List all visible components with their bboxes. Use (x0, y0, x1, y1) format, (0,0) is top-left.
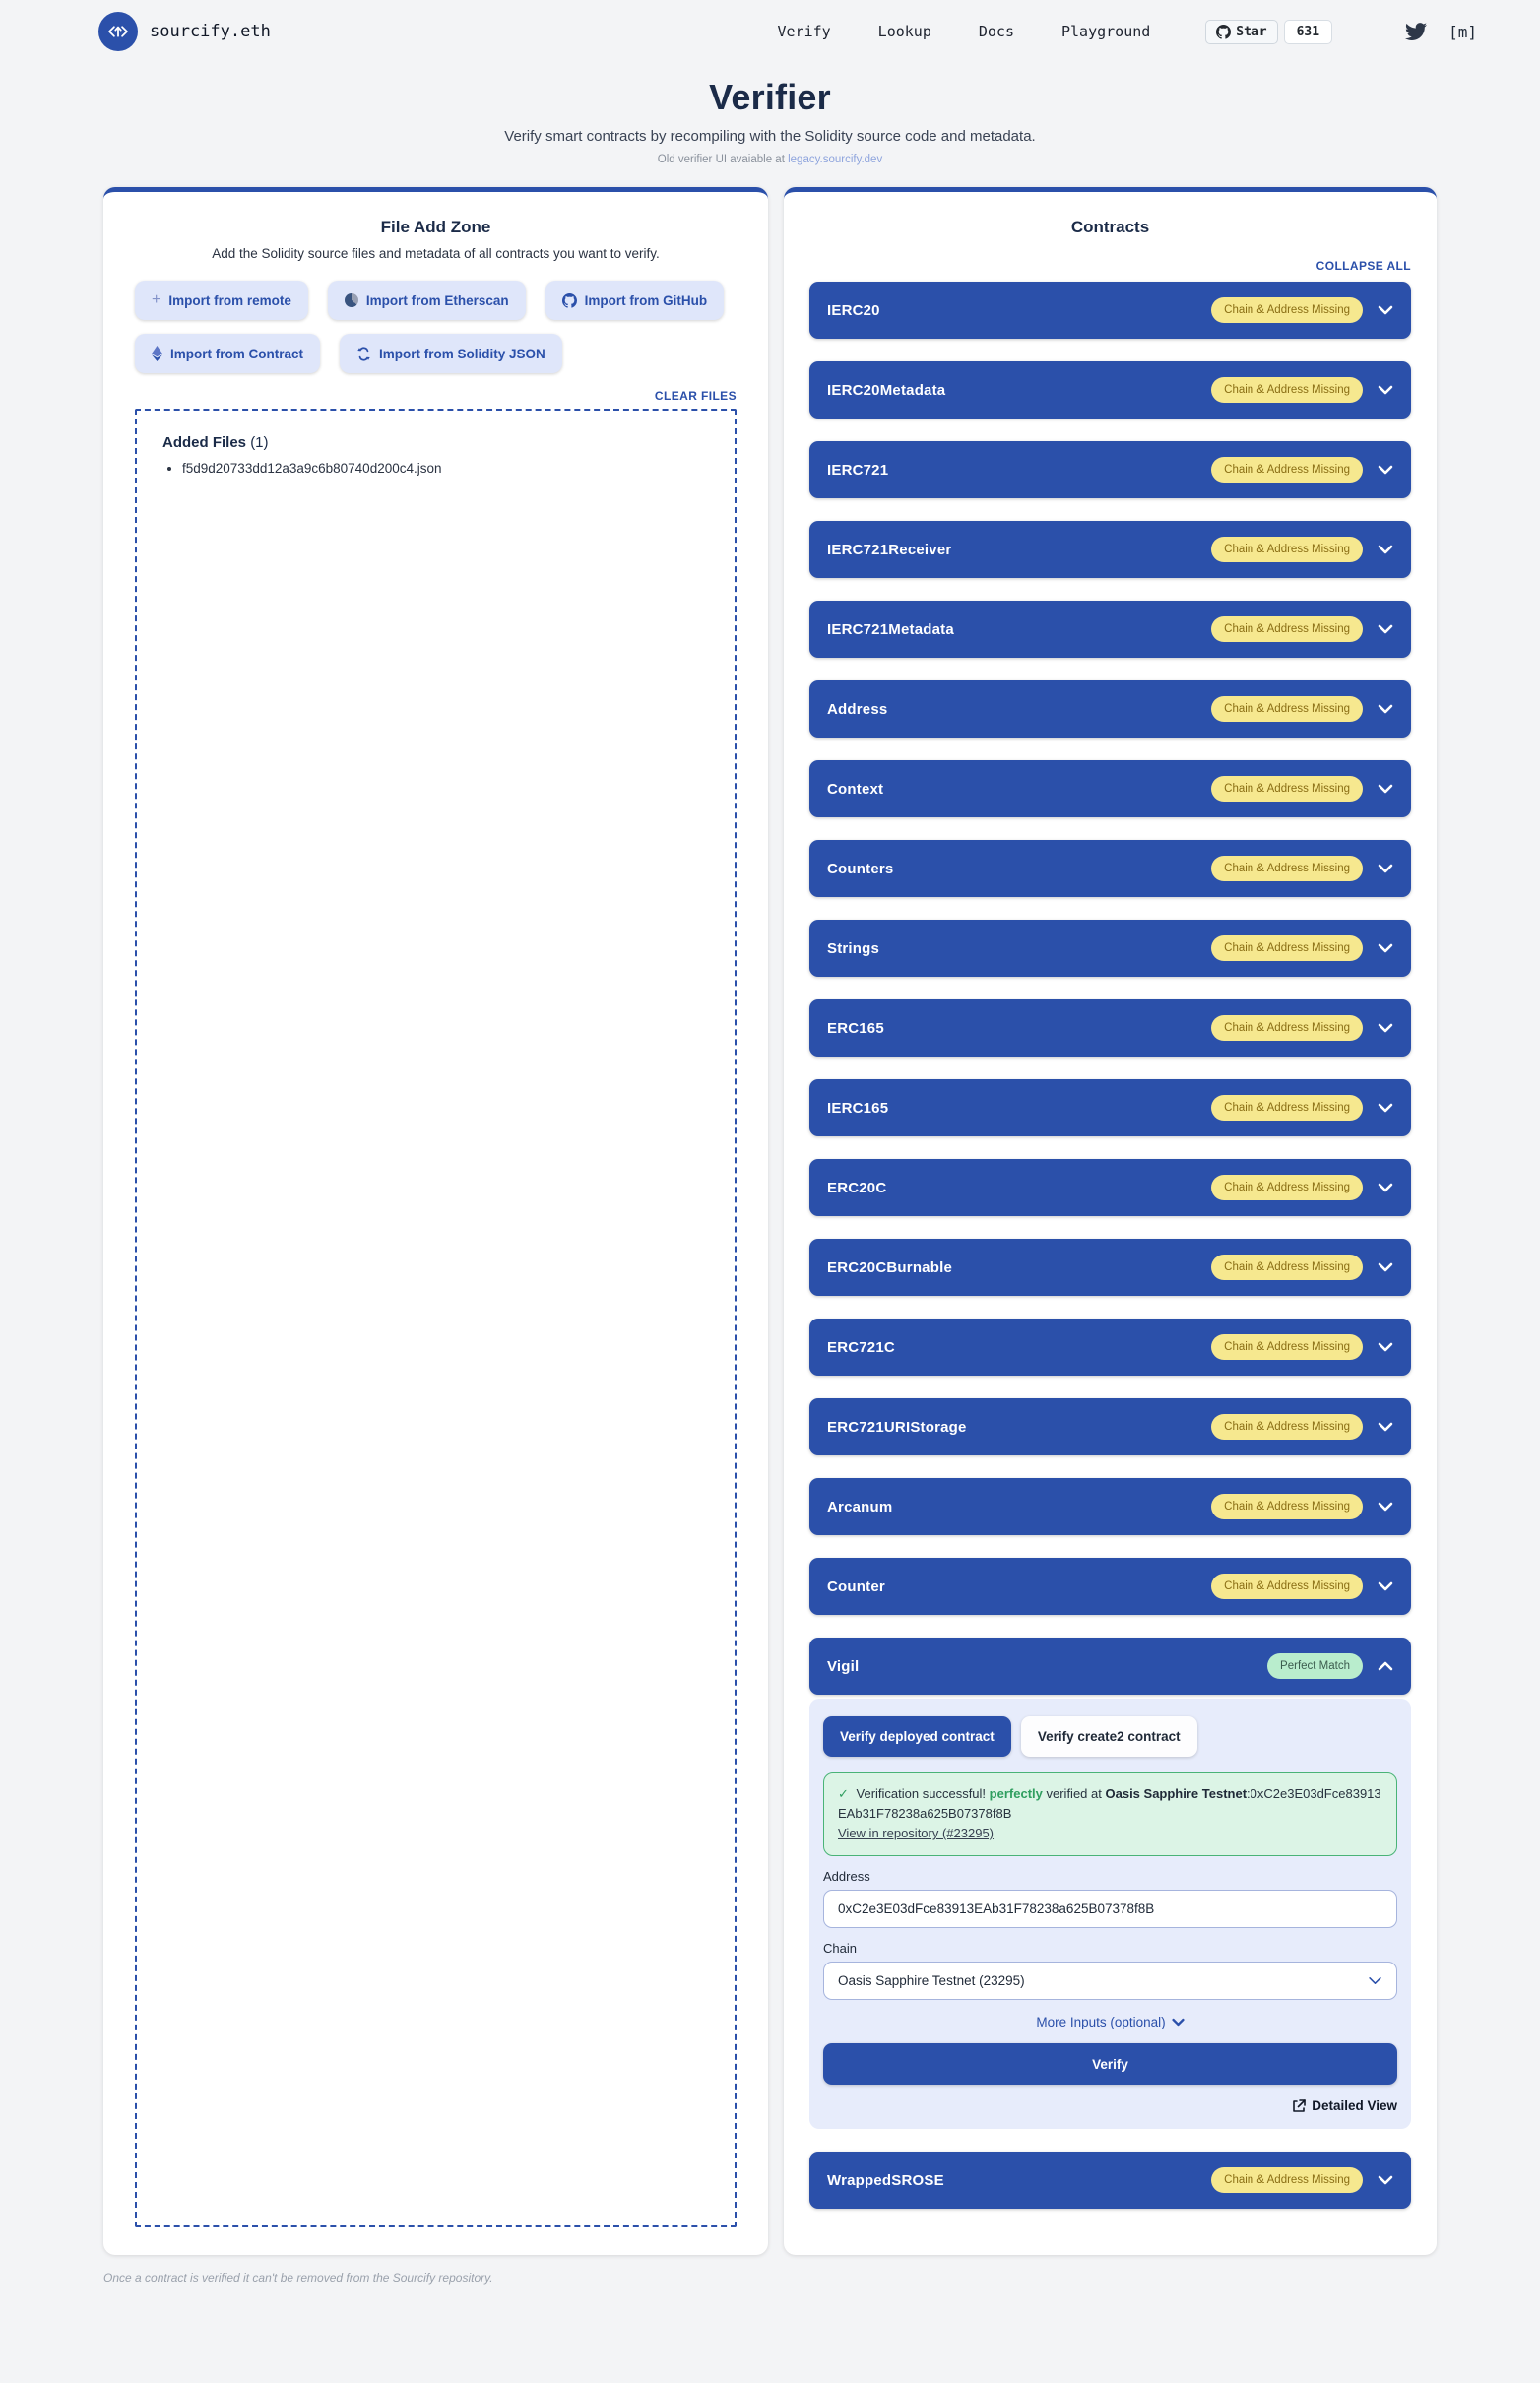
chevron-down-icon (1378, 704, 1393, 714)
status-badge: Chain & Address Missing (1211, 1574, 1363, 1599)
verify-tabs (823, 1716, 1397, 1757)
address-input[interactable] (823, 1890, 1397, 1928)
status-badge: Chain & Address Missing (1211, 457, 1363, 483)
contract-name: ERC721C (827, 1338, 895, 1356)
chevron-down-icon (1368, 1976, 1382, 1985)
contract-row[interactable] (809, 920, 1411, 977)
verification-success-alert: ✓ Verification successful! perfectly verified at Oasis Sapphire Testnet:0xC2e3E03dFce83913EAb31F78238a625B07378f8B View in repository (#23295) (823, 1772, 1397, 1856)
verify-panel (809, 1699, 1411, 2129)
contract-name: ERC165 (827, 1019, 884, 1037)
added-files-title: Added Files (1) (162, 434, 269, 451)
contracts-list-top (809, 282, 1411, 1638)
status-badge: Chain & Address Missing (1211, 1015, 1363, 1041)
expanded-contract (809, 1638, 1411, 2129)
contract-row[interactable] (809, 1478, 1411, 1535)
plus-icon: + (152, 291, 161, 308)
status-badge: Chain & Address Missing (1211, 856, 1363, 881)
clear-files-button[interactable]: CLEAR FILES (654, 389, 737, 403)
tab-verify-create2[interactable]: Verify create2 contract (1021, 1716, 1197, 1757)
main-nav (777, 20, 1477, 44)
chevron-down-icon (1378, 864, 1393, 873)
contract-name: Strings (827, 939, 880, 957)
file-drop-zone[interactable] (135, 409, 737, 2227)
import-buttons (135, 281, 737, 373)
chevron-down-icon (1378, 1103, 1393, 1113)
file-add-zone-card (103, 187, 768, 2255)
legacy-link[interactable]: legacy.sourcify.dev (788, 154, 883, 165)
contract-row[interactable] (809, 760, 1411, 817)
contract-row[interactable] (809, 2152, 1411, 2209)
status-badge: Chain & Address Missing (1211, 377, 1363, 403)
contract-name: Counter (827, 1578, 885, 1595)
verify-button[interactable]: Verify (823, 2043, 1397, 2085)
contract-row[interactable] (809, 999, 1411, 1057)
chevron-down-icon (1378, 1342, 1393, 1352)
import-etherscan-button[interactable]: Import from Etherscan (328, 281, 526, 320)
chevron-down-icon (1378, 1023, 1393, 1033)
contract-row[interactable] (809, 282, 1411, 339)
import-remote-button[interactable]: + Import from remote (135, 281, 308, 320)
chevron-down-icon (1378, 305, 1393, 315)
github-icon (1216, 25, 1231, 39)
chevron-down-icon (1378, 1183, 1393, 1192)
star-label: Star (1236, 24, 1267, 39)
contract-row[interactable] (809, 1079, 1411, 1136)
check-icon: ✓ (838, 1786, 849, 1801)
contract-name: ERC20CBurnable (827, 1258, 952, 1276)
chain-label: Chain (823, 1941, 857, 1957)
status-badge: Chain & Address Missing (1211, 776, 1363, 802)
contracts-list-bottom (809, 2152, 1411, 2231)
contract-name: ERC20C (827, 1179, 887, 1196)
contracts-title: Contracts (1070, 218, 1150, 236)
chevron-down-icon (1378, 1581, 1393, 1591)
status-badge: Chain & Address Missing (1211, 616, 1363, 642)
contract-name: Arcanum (827, 1498, 893, 1515)
file-list-item: • f5d9d20733dd12a3a9c6b80740d200c4.json (182, 461, 709, 476)
contract-row[interactable] (809, 521, 1411, 578)
contract-name: Address (827, 700, 888, 718)
contract-name: IERC721 (827, 461, 889, 479)
github-icon (562, 293, 577, 308)
contract-name: IERC721Metadata (827, 620, 954, 638)
import-contract-button[interactable]: Import from Contract (135, 334, 320, 373)
contract-name: Counters (827, 860, 894, 877)
nav-lookup[interactable]: Lookup (877, 23, 931, 40)
contract-row[interactable] (809, 1319, 1411, 1376)
contract-name: IERC20 (827, 301, 880, 319)
chevron-down-icon (1378, 1502, 1393, 1512)
contract-name: Vigil (827, 1657, 860, 1675)
github-star-button[interactable] (1205, 20, 1277, 44)
detailed-view-link[interactable]: Detailed View (1292, 2098, 1397, 2113)
status-badge: Chain & Address Missing (1211, 1095, 1363, 1121)
legacy-note: Old verifier UI avaiable at legacy.sourcify.dev (657, 154, 883, 165)
contract-row[interactable] (809, 601, 1411, 658)
contract-row-vigil[interactable] (809, 1638, 1411, 1695)
contract-name: ERC721URIStorage (827, 1418, 967, 1436)
contract-row[interactable] (809, 1159, 1411, 1216)
contract-name: Context (827, 780, 884, 798)
chevron-down-icon (1378, 943, 1393, 953)
status-badge: Chain & Address Missing (1211, 1334, 1363, 1360)
contract-row[interactable] (809, 361, 1411, 419)
nav-playground[interactable]: Playground (1060, 23, 1151, 40)
contract-row[interactable] (809, 441, 1411, 498)
github-star-count[interactable]: 631 (1284, 20, 1332, 44)
hero (0, 77, 1540, 165)
status-badge: Chain & Address Missing (1211, 1255, 1363, 1280)
etherscan-icon (345, 293, 358, 307)
contract-row[interactable] (809, 680, 1411, 738)
repository-link[interactable]: View in repository (#23295) (838, 1826, 995, 1841)
external-link-icon (1292, 2099, 1306, 2113)
chevron-down-icon (1378, 465, 1393, 475)
twitter-icon[interactable] (1405, 23, 1427, 40)
contract-name: IERC165 (827, 1099, 889, 1117)
top-nav-bar (0, 0, 1540, 63)
status-badge: Chain & Address Missing (1211, 696, 1363, 722)
contract-name: IERC721Receiver (827, 541, 952, 558)
github-star-widget (1205, 20, 1332, 44)
status-badge: Chain & Address Missing (1211, 297, 1363, 323)
chevron-up-icon (1378, 1661, 1393, 1671)
status-badge: Chain & Address Missing (1211, 1494, 1363, 1519)
contracts-card (784, 187, 1437, 2255)
chevron-down-icon (1378, 385, 1393, 395)
chevron-down-icon (1378, 624, 1393, 634)
nav-verify[interactable]: Verify (777, 23, 831, 40)
file-add-zone-subtitle: Add the Solidity source files and metadata of all contracts you want to verify. (212, 246, 660, 261)
address-label: Address (823, 1869, 870, 1885)
tab-verify-deployed[interactable]: Verify deployed contract (823, 1716, 1011, 1757)
contract-name: IERC20Metadata (827, 381, 946, 399)
page-subtitle: Verify smart contracts by recompiling with the Solidity source code and metadata. (504, 128, 1036, 145)
sourcify-logo[interactable] (98, 12, 271, 51)
added-files-list (162, 461, 709, 476)
main-content (0, 187, 1540, 2255)
contract-row[interactable] (809, 840, 1411, 897)
file-add-zone-title: File Add Zone (380, 218, 491, 236)
chevron-down-icon (1378, 1262, 1393, 1272)
status-badge: Chain & Address Missing (1211, 1175, 1363, 1200)
more-inputs-toggle[interactable]: More Inputs (optional) (823, 2015, 1397, 2029)
import-github-button[interactable]: Import from GitHub (545, 281, 725, 320)
chain-select[interactable] (823, 1962, 1397, 2000)
chevron-down-icon (1378, 784, 1393, 794)
contract-row[interactable] (809, 1239, 1411, 1296)
chain-selected-value: Oasis Sapphire Testnet (23295) (838, 1973, 1025, 1989)
solidity-json-icon (356, 347, 371, 361)
status-badge: Chain & Address Missing (1211, 2167, 1363, 2193)
matrix-icon[interactable]: [m] (1448, 22, 1477, 41)
added-files-count: (1) (250, 434, 269, 451)
social-links (1405, 23, 1477, 41)
verified-address: :0xC2e3E03dFce83913EAb31F78238a625B07378f8B (838, 1786, 1381, 1822)
contract-name: WrappedSROSE (827, 2171, 944, 2189)
chevron-down-icon (1378, 2175, 1393, 2185)
ethereum-icon (152, 346, 162, 361)
chevron-down-icon (1378, 1422, 1393, 1432)
contract-row[interactable] (809, 1398, 1411, 1455)
page-title: Verifier (709, 77, 831, 117)
chevron-down-icon (1172, 2018, 1185, 2027)
chevron-down-icon (1378, 545, 1393, 554)
sourcify-logo-icon (98, 12, 138, 51)
import-solidity-json-button[interactable]: Import from Solidity JSON (340, 334, 562, 373)
status-badge: Chain & Address Missing (1211, 1414, 1363, 1440)
footer-note: Once a contract is verified it can't be removed from the Sourcify repository. (103, 2271, 493, 2286)
status-badge: Chain & Address Missing (1211, 935, 1363, 961)
collapse-all-button[interactable]: COLLAPSE ALL (1315, 259, 1411, 273)
status-badge: Perfect Match (1267, 1653, 1363, 1679)
brand-name: sourcify.eth (150, 22, 271, 41)
nav-docs[interactable]: Docs (978, 23, 1014, 40)
status-badge: Chain & Address Missing (1211, 537, 1363, 562)
contract-row[interactable] (809, 1558, 1411, 1615)
